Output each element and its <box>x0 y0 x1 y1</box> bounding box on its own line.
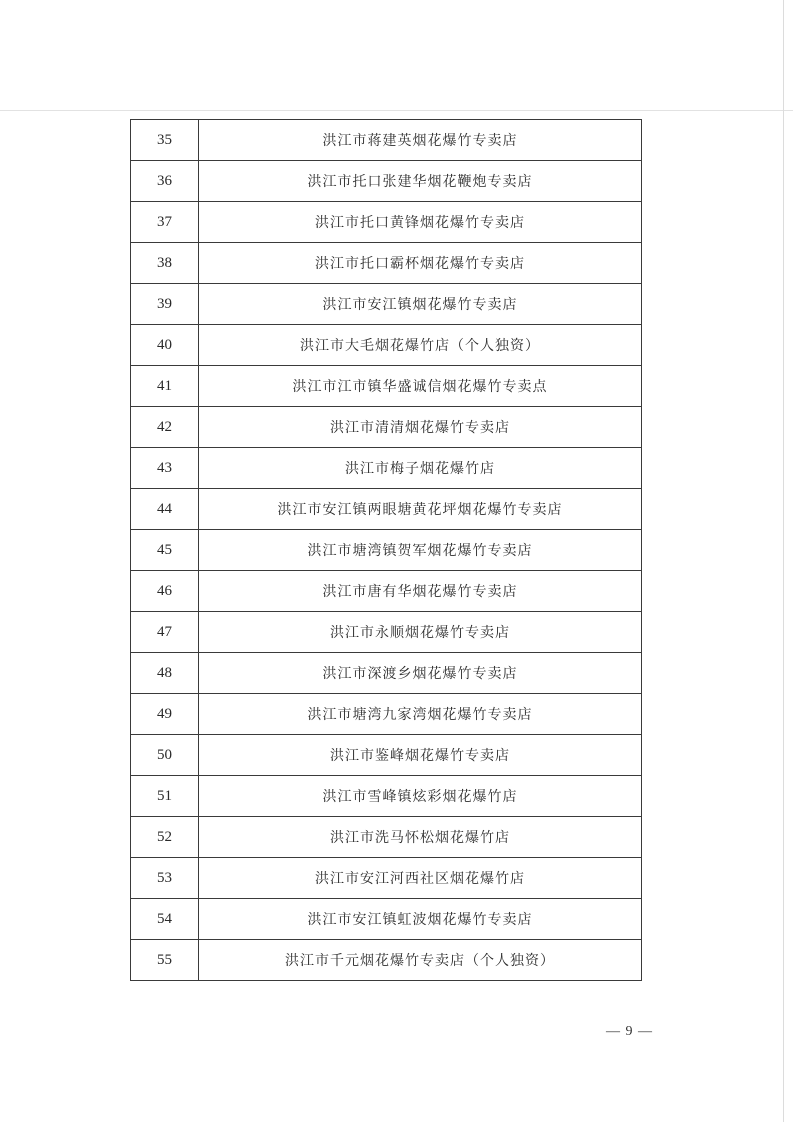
table-row <box>131 817 642 858</box>
shop-name: 洪江市安江镇烟花爆竹专卖店 <box>199 284 642 325</box>
shop-list-table <box>130 119 642 981</box>
row-number: 40 <box>131 325 199 366</box>
row-number: 41 <box>131 366 199 407</box>
shop-name: 洪江市大毛烟花爆竹店（个人独资） <box>199 325 642 366</box>
shop-name: 洪江市雪峰镇炫彩烟花爆竹店 <box>199 776 642 817</box>
shop-name: 洪江市蒋建英烟花爆竹专卖店 <box>199 120 642 161</box>
row-number: 45 <box>131 530 199 571</box>
row-number: 55 <box>131 940 199 981</box>
row-number: 50 <box>131 735 199 776</box>
row-number: 49 <box>131 694 199 735</box>
table-row <box>131 735 642 776</box>
row-number: 46 <box>131 571 199 612</box>
page-number: — 9 — <box>606 1024 653 1039</box>
table-row <box>131 243 642 284</box>
shop-name: 洪江市千元烟花爆竹专卖店（个人独资） <box>199 940 642 981</box>
row-number: 42 <box>131 407 199 448</box>
row-number: 51 <box>131 776 199 817</box>
table-row <box>131 202 642 243</box>
row-number: 48 <box>131 653 199 694</box>
row-number: 36 <box>131 161 199 202</box>
shop-name: 洪江市安江镇两眼塘黄花坪烟花爆竹专卖店 <box>199 489 642 530</box>
shop-name: 洪江市安江镇虹波烟花爆竹专卖店 <box>199 899 642 940</box>
table-row <box>131 407 642 448</box>
table-body <box>131 120 642 981</box>
table-row <box>131 776 642 817</box>
row-number: 53 <box>131 858 199 899</box>
table-row <box>131 940 642 981</box>
table-row <box>131 612 642 653</box>
row-number: 47 <box>131 612 199 653</box>
shop-name: 洪江市托口霸杯烟花爆竹专卖店 <box>199 243 642 284</box>
shop-name: 洪江市唐有华烟花爆竹专卖店 <box>199 571 642 612</box>
table-row <box>131 284 642 325</box>
table-row <box>131 899 642 940</box>
row-number: 52 <box>131 817 199 858</box>
table-row <box>131 325 642 366</box>
table-row <box>131 653 642 694</box>
shop-name: 洪江市清清烟花爆竹专卖店 <box>199 407 642 448</box>
table-row <box>131 530 642 571</box>
shop-name: 洪江市托口张建华烟花鞭炮专卖店 <box>199 161 642 202</box>
shop-name: 洪江市洗马怀松烟花爆竹店 <box>199 817 642 858</box>
shop-name: 洪江市鉴峰烟花爆竹专卖店 <box>199 735 642 776</box>
row-number: 54 <box>131 899 199 940</box>
table-row <box>131 120 642 161</box>
row-number: 44 <box>131 489 199 530</box>
row-number: 38 <box>131 243 199 284</box>
row-number: 37 <box>131 202 199 243</box>
shop-name: 洪江市托口黄锋烟花爆竹专卖店 <box>199 202 642 243</box>
page-edge <box>783 0 784 1122</box>
row-number: 39 <box>131 284 199 325</box>
shop-name: 洪江市安江河西社区烟花爆竹店 <box>199 858 642 899</box>
row-number: 43 <box>131 448 199 489</box>
row-number: 35 <box>131 120 199 161</box>
shop-name: 洪江市塘湾镇贺军烟花爆竹专卖店 <box>199 530 642 571</box>
table-row <box>131 366 642 407</box>
shop-name: 洪江市塘湾九家湾烟花爆竹专卖店 <box>199 694 642 735</box>
header-divider <box>0 110 793 111</box>
shop-name: 洪江市江市镇华盛诚信烟花爆竹专卖点 <box>199 366 642 407</box>
shop-name: 洪江市梅子烟花爆竹店 <box>199 448 642 489</box>
shop-name: 洪江市永顺烟花爆竹专卖店 <box>199 612 642 653</box>
table-row <box>131 858 642 899</box>
table-row <box>131 571 642 612</box>
table-row <box>131 448 642 489</box>
table-row <box>131 694 642 735</box>
table-row <box>131 489 642 530</box>
shop-name: 洪江市深渡乡烟花爆竹专卖店 <box>199 653 642 694</box>
table-row <box>131 161 642 202</box>
